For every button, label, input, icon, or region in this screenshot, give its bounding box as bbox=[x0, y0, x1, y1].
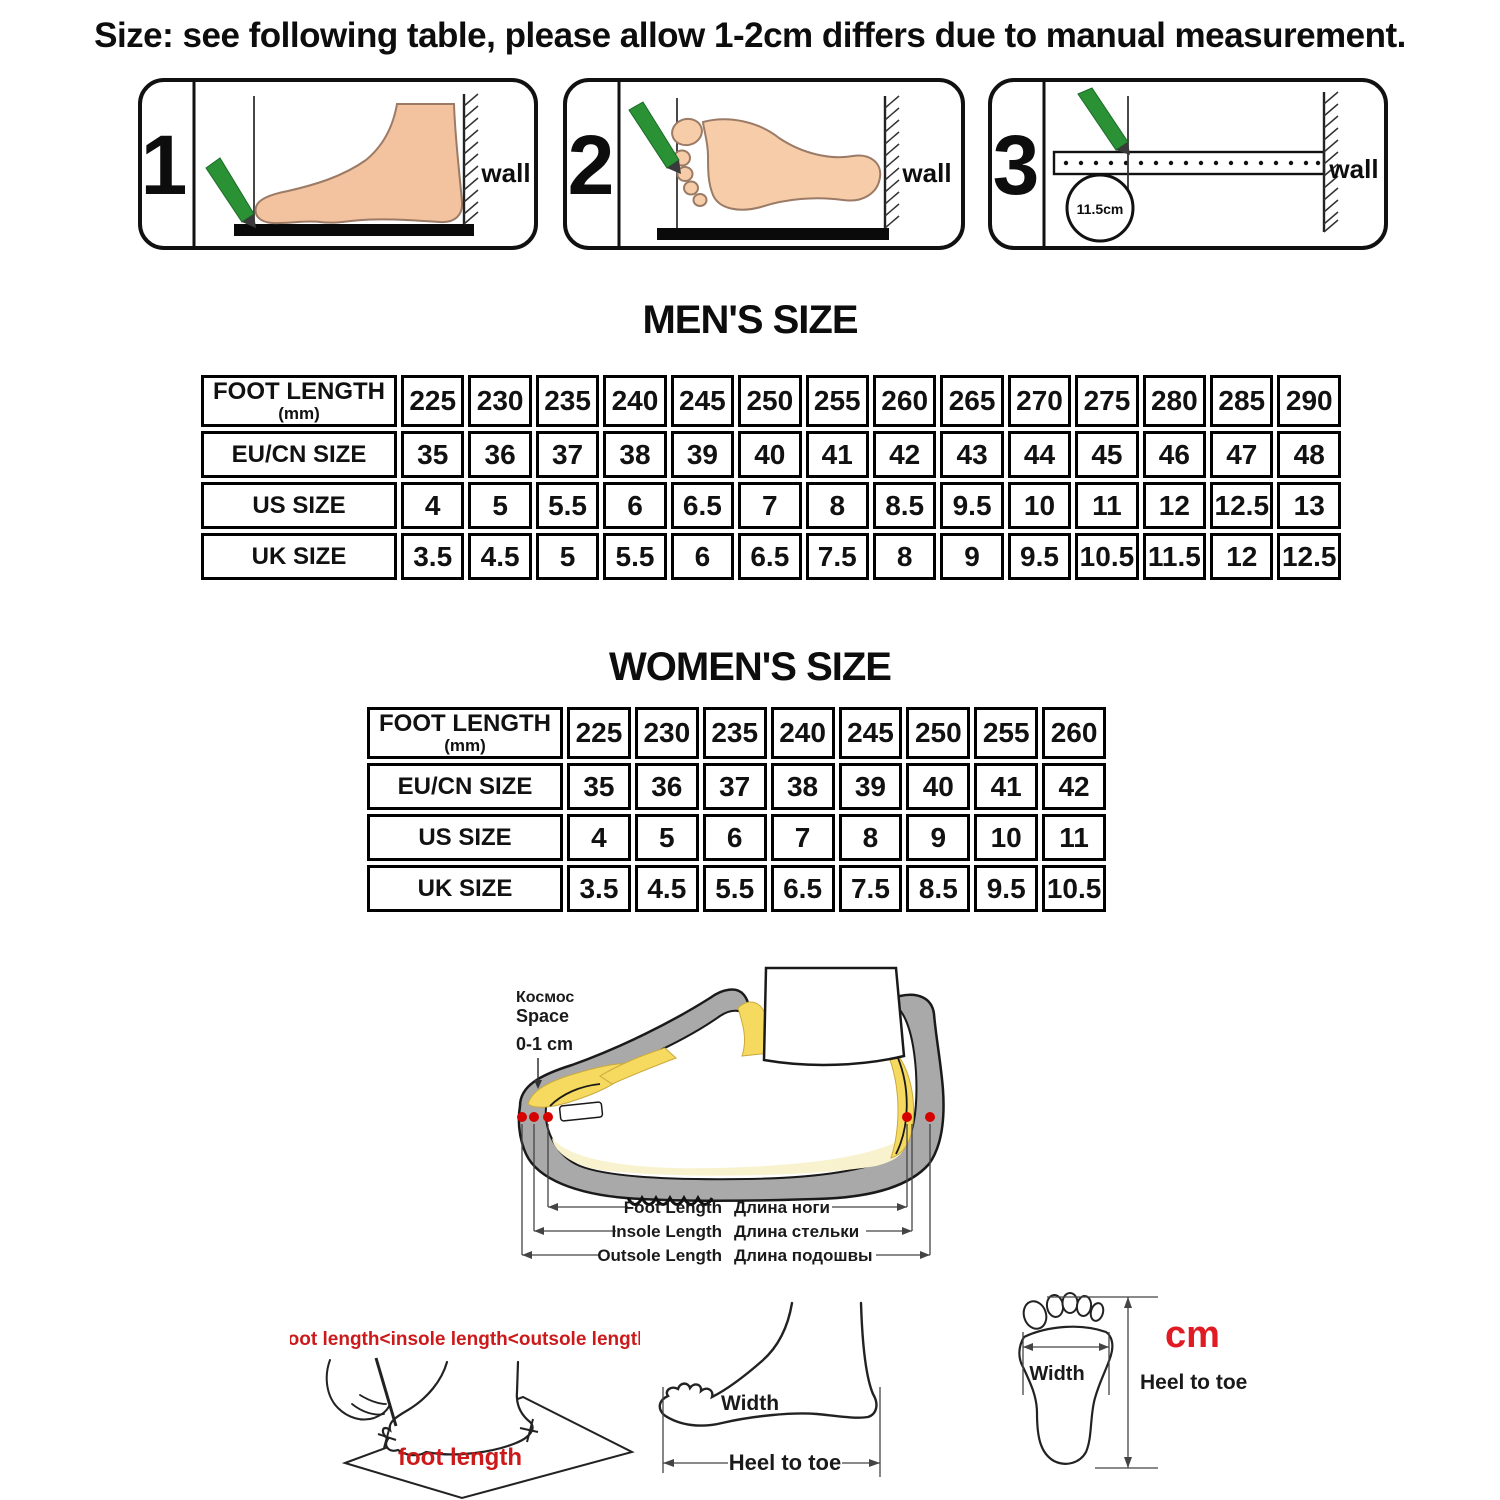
size-cell: 7.5 bbox=[839, 865, 903, 912]
table-row bbox=[367, 814, 1106, 861]
size-cell: 42 bbox=[873, 431, 936, 478]
size-cell: 245 bbox=[671, 375, 734, 427]
size-cell: 46 bbox=[1143, 431, 1206, 478]
row-label: EU/CN SIZE bbox=[201, 431, 397, 478]
step-box-3 bbox=[988, 78, 1388, 250]
size-cell: 12.5 bbox=[1277, 533, 1341, 580]
step-1-illustration bbox=[142, 82, 534, 246]
size-cell: 255 bbox=[806, 375, 869, 427]
size-cell: 4.5 bbox=[468, 533, 531, 580]
size-cell: 5 bbox=[536, 533, 599, 580]
size-cell: 290 bbox=[1277, 375, 1341, 427]
foot-length-ru: Длина ноги bbox=[734, 1198, 830, 1217]
size-cell: 45 bbox=[1075, 431, 1138, 478]
size-cell: 37 bbox=[536, 431, 599, 478]
size-cell: 6 bbox=[703, 814, 767, 861]
size-cell: 275 bbox=[1075, 375, 1138, 427]
size-cell: 6.5 bbox=[671, 482, 734, 529]
wall-label: wall bbox=[481, 158, 531, 188]
size-cell: 7 bbox=[738, 482, 801, 529]
footprint-measure-diagram bbox=[995, 1285, 1295, 1500]
size-cell: 39 bbox=[839, 763, 903, 810]
size-cell: 12 bbox=[1210, 533, 1273, 580]
size-cell: 6.5 bbox=[738, 533, 801, 580]
footprint-measure-svg bbox=[995, 1285, 1295, 1500]
size-cell: 8 bbox=[839, 814, 903, 861]
size-cell: 38 bbox=[771, 763, 835, 810]
size-cell: 5.5 bbox=[703, 865, 767, 912]
size-cell: 7 bbox=[771, 814, 835, 861]
space-range-label: 0-1 cm bbox=[516, 1034, 574, 1054]
size-cell: 270 bbox=[1008, 375, 1071, 427]
size-cell: 260 bbox=[1042, 707, 1106, 759]
size-cell: 48 bbox=[1277, 431, 1341, 478]
heel-to-toe-label: Heel to toe bbox=[728, 1450, 842, 1475]
size-cell: 6 bbox=[671, 533, 734, 580]
size-cell: 5 bbox=[468, 482, 531, 529]
size-cell: 235 bbox=[536, 375, 599, 427]
step-box-2 bbox=[563, 78, 965, 250]
wall-hatching bbox=[885, 96, 899, 228]
heel-to-toe-diagram bbox=[650, 1295, 970, 1500]
heel-to-toe-label: Heel to toe bbox=[1140, 1371, 1248, 1394]
pencil-icon bbox=[206, 158, 254, 222]
size-cell: 250 bbox=[738, 375, 801, 427]
insole-length-ru: Длина стельки bbox=[734, 1222, 860, 1241]
step-number: 3 bbox=[992, 118, 1040, 212]
step-number: 1 bbox=[142, 118, 188, 212]
size-cell: 9.5 bbox=[940, 482, 1003, 529]
size-cell: 7.5 bbox=[806, 533, 869, 580]
table-row bbox=[201, 375, 1341, 427]
foot-length-en: Foot Length bbox=[623, 1198, 722, 1217]
size-cell: 6.5 bbox=[771, 865, 835, 912]
size-cell: 4.5 bbox=[635, 865, 699, 912]
womens-size-table bbox=[363, 703, 1110, 916]
size-cell: 4 bbox=[401, 482, 464, 529]
measure-value: 11.5cm bbox=[1076, 201, 1124, 217]
womens-size-heading: WOMEN'S SIZE bbox=[609, 645, 891, 689]
row-label: US SIZE bbox=[367, 814, 563, 861]
size-cell: 13 bbox=[1277, 482, 1341, 529]
size-cell: 8 bbox=[806, 482, 869, 529]
size-cell: 40 bbox=[738, 431, 801, 478]
floor-bar bbox=[234, 224, 474, 236]
length-rule-label: foot length<insole length<outsole length bbox=[290, 1329, 640, 1350]
mens-size-heading: MEN'S SIZE bbox=[642, 298, 858, 342]
footprint-toes-outline bbox=[1020, 1293, 1105, 1332]
size-cell: 44 bbox=[1008, 431, 1071, 478]
size-cell: 9.5 bbox=[974, 865, 1038, 912]
unit-label: cm bbox=[1165, 1314, 1220, 1356]
table-row bbox=[201, 482, 1341, 529]
table-row bbox=[367, 707, 1106, 759]
pencil-icon bbox=[1078, 88, 1128, 150]
size-cell: 5 bbox=[635, 814, 699, 861]
size-cell: 11 bbox=[1042, 814, 1106, 861]
size-cell: 43 bbox=[940, 431, 1003, 478]
size-cell: 12 bbox=[1143, 482, 1206, 529]
row-label: US SIZE bbox=[201, 482, 397, 529]
shoe-diagram-svg bbox=[480, 958, 960, 1283]
mens-size-table bbox=[197, 371, 1345, 584]
shoe-cross-section-diagram bbox=[480, 958, 960, 1288]
step-3-illustration bbox=[992, 82, 1384, 246]
insole-length-dimension bbox=[534, 1222, 912, 1241]
size-cell: 9.5 bbox=[1008, 533, 1071, 580]
size-cell: 36 bbox=[468, 431, 531, 478]
width-label: Width bbox=[720, 1392, 780, 1415]
size-cell: 10.5 bbox=[1075, 533, 1138, 580]
size-cell: 225 bbox=[401, 375, 464, 427]
foot-tracing-svg bbox=[290, 1300, 640, 1500]
row-label: FOOT LENGTH (mm) bbox=[201, 375, 397, 427]
size-cell: 8 bbox=[873, 533, 936, 580]
step-number: 2 bbox=[567, 118, 615, 212]
ankle-leg bbox=[764, 968, 904, 1065]
wall-label: wall bbox=[1329, 154, 1379, 184]
size-cell: 230 bbox=[635, 707, 699, 759]
outsole-length-ru: Длина подошвы bbox=[734, 1246, 873, 1265]
size-cell: 9 bbox=[906, 814, 970, 861]
size-cell: 10 bbox=[974, 814, 1038, 861]
size-cell: 4 bbox=[567, 814, 631, 861]
size-cell: 255 bbox=[974, 707, 1038, 759]
size-cell: 230 bbox=[468, 375, 531, 427]
size-cell: 39 bbox=[671, 431, 734, 478]
table-row bbox=[201, 431, 1341, 478]
size-cell: 6 bbox=[603, 482, 666, 529]
size-cell: 47 bbox=[1210, 431, 1273, 478]
step-2-illustration bbox=[567, 82, 961, 246]
row-label: UK SIZE bbox=[201, 533, 397, 580]
wall-hatching bbox=[464, 94, 478, 224]
size-cell: 35 bbox=[567, 763, 631, 810]
size-cell: 37 bbox=[703, 763, 767, 810]
size-cell: 8.5 bbox=[873, 482, 936, 529]
size-cell: 5.5 bbox=[536, 482, 599, 529]
space-label-en: Space bbox=[516, 1006, 570, 1026]
space-label-ru: Космос bbox=[516, 989, 575, 1006]
size-cell: 42 bbox=[1042, 763, 1106, 810]
size-cell: 265 bbox=[940, 375, 1003, 427]
size-cell: 240 bbox=[603, 375, 666, 427]
size-cell: 10 bbox=[1008, 482, 1071, 529]
foot-length-label: foot length bbox=[398, 1444, 522, 1471]
footprint-sole bbox=[703, 119, 880, 209]
floor-bar bbox=[657, 228, 889, 240]
foot-tracing-diagram bbox=[290, 1300, 640, 1500]
mens-table bbox=[197, 371, 1345, 584]
table-row bbox=[367, 865, 1106, 912]
size-cell: 5.5 bbox=[603, 533, 666, 580]
size-cell: 3.5 bbox=[401, 533, 464, 580]
size-cell: 11.5 bbox=[1143, 533, 1206, 580]
table-row bbox=[367, 763, 1106, 810]
outsole-length-dimension bbox=[522, 1246, 930, 1265]
table-row bbox=[201, 533, 1341, 580]
insole-length-en: Insole Length bbox=[611, 1222, 722, 1241]
size-cell: 40 bbox=[906, 763, 970, 810]
womens-table bbox=[363, 703, 1110, 916]
page-title: Size: see following table, please allow 1-2cm differs due to manual measurement. bbox=[94, 16, 1406, 55]
wall-label: wall bbox=[902, 158, 952, 188]
size-cell: 41 bbox=[806, 431, 869, 478]
row-label: FOOT LENGTH (mm) bbox=[367, 707, 563, 759]
size-cell: 225 bbox=[567, 707, 631, 759]
size-cell: 8.5 bbox=[906, 865, 970, 912]
size-cell: 41 bbox=[974, 763, 1038, 810]
size-cell: 35 bbox=[401, 431, 464, 478]
size-cell: 280 bbox=[1143, 375, 1206, 427]
heel-to-toe-svg bbox=[650, 1295, 970, 1495]
size-cell: 10.5 bbox=[1042, 865, 1106, 912]
width-label: Width bbox=[1029, 1363, 1085, 1385]
size-cell: 245 bbox=[839, 707, 903, 759]
size-cell: 3.5 bbox=[567, 865, 631, 912]
size-cell: 285 bbox=[1210, 375, 1273, 427]
outsole-length-en: Outsole Length bbox=[597, 1246, 722, 1265]
row-label: EU/CN SIZE bbox=[367, 763, 563, 810]
size-cell: 260 bbox=[873, 375, 936, 427]
step-box-1 bbox=[138, 78, 538, 250]
size-cell: 12.5 bbox=[1210, 482, 1273, 529]
size-cell: 9 bbox=[940, 533, 1003, 580]
foot-side-illustration bbox=[256, 104, 463, 223]
size-cell: 250 bbox=[906, 707, 970, 759]
size-cell: 11 bbox=[1075, 482, 1138, 529]
row-label: UK SIZE bbox=[367, 865, 563, 912]
size-cell: 235 bbox=[703, 707, 767, 759]
size-cell: 36 bbox=[635, 763, 699, 810]
size-cell: 38 bbox=[603, 431, 666, 478]
traced-foot bbox=[383, 1362, 533, 1455]
size-cell: 240 bbox=[771, 707, 835, 759]
